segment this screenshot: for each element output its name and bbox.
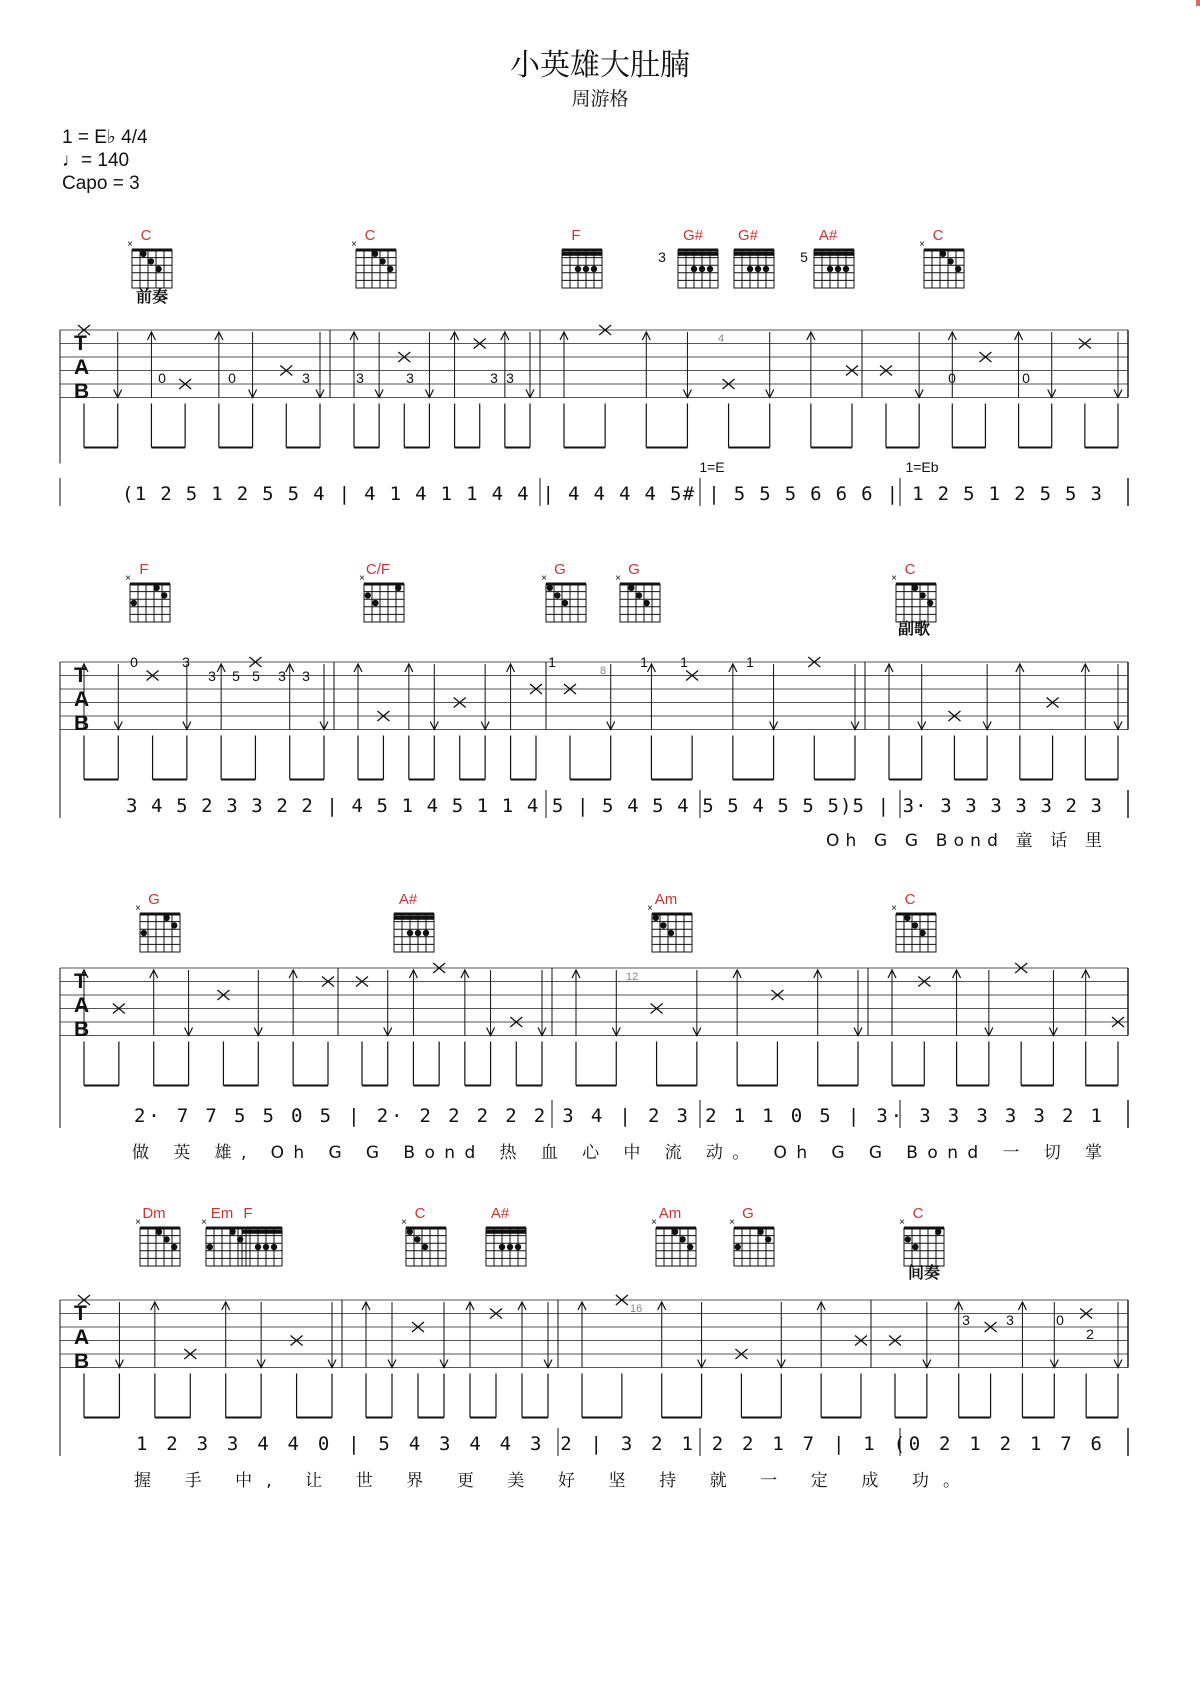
- chord-diagram: [242, 1228, 282, 1266]
- chord-name: C/F: [365, 561, 391, 578]
- chord-finger-dot: [423, 930, 429, 936]
- chord-barre: [486, 1230, 526, 1234]
- tab-note: 3: [182, 654, 190, 670]
- tab-note: 3: [1006, 1312, 1014, 1328]
- muted-string-mark: ×: [125, 573, 131, 584]
- chord-diagram: [891, 573, 936, 622]
- chord-finger-dot: [912, 1244, 918, 1250]
- capo: Capo = 3: [62, 173, 140, 194]
- chord-finger-dot: [263, 1244, 269, 1250]
- tab-staff: [60, 325, 1128, 464]
- chord-finger-dot: [687, 1244, 693, 1250]
- chord-name: F: [571, 227, 581, 244]
- muted-string-mark: ×: [135, 1217, 141, 1228]
- chord-diagram: [562, 250, 602, 288]
- measure-number: 4: [718, 333, 725, 345]
- chord-finger-dot: [153, 585, 159, 591]
- lyric-line: 握 手 中, 让 世 界 更 美 好 坚 持 就 一 定 成 功。: [134, 1471, 960, 1491]
- chord-finger-dot: [131, 600, 137, 606]
- tab-note: 5: [232, 668, 240, 684]
- system-3: [60, 891, 1128, 1163]
- tab-note: 3: [506, 370, 514, 386]
- muted-string-mark: ×: [729, 1217, 735, 1228]
- chord-diagram: [891, 903, 936, 952]
- tab-note: 5: [252, 668, 260, 684]
- chord-finger-dot: [940, 251, 946, 257]
- chord-finger-dot: [583, 266, 589, 272]
- chord-finger-dot: [843, 266, 849, 272]
- chord-finger-dot: [835, 266, 841, 272]
- chord-diagram: [919, 239, 964, 288]
- chord-finger-dot: [499, 1244, 505, 1250]
- tab-note: 3: [208, 668, 216, 684]
- muted-string-mark: ×: [359, 573, 365, 584]
- chord-grid-frame: [896, 914, 936, 952]
- chord-diagram: [814, 250, 854, 288]
- chord-name: A#: [818, 227, 838, 244]
- tab-note: 3: [278, 668, 286, 684]
- chord-name: G: [148, 891, 160, 908]
- chord-finger-dot: [171, 1244, 177, 1250]
- chord-name: C: [932, 227, 944, 244]
- chord-barre: [562, 252, 602, 256]
- chord-finger-dot: [636, 592, 642, 598]
- tab-clef-b: B: [74, 712, 90, 735]
- chord-name: C: [414, 1205, 426, 1222]
- chord-name: Am: [658, 1205, 682, 1222]
- system-4: [60, 1205, 1128, 1491]
- tab-note: 3: [490, 370, 498, 386]
- tab-clef-a: A: [74, 688, 90, 711]
- chord-finger-dot: [156, 1229, 162, 1235]
- tab-clef-a: A: [74, 1326, 90, 1349]
- muted-string-mark: ×: [647, 903, 653, 914]
- chord-name: C: [364, 227, 376, 244]
- chord-name: C: [904, 891, 916, 908]
- chord-diagram: [541, 573, 586, 622]
- chord-finger-dot: [763, 266, 769, 272]
- measure-number: 8: [600, 665, 607, 677]
- tab-note: 0: [1022, 370, 1030, 386]
- muted-string-mark: ×: [899, 1217, 905, 1228]
- chord-diagram: [201, 1217, 246, 1266]
- chord-name: G#: [682, 227, 704, 244]
- jianpu-line: (1 2 5 1 2 5 5 4 | 4 1 4 1 1 4 4 | 4 4 4 4 5# | 5 5 5 6 6 6 | 1 2 5 1 2 5 5 3: [122, 483, 1103, 505]
- chord-finger-dot: [668, 930, 674, 936]
- chord-finger-dot: [735, 1244, 741, 1250]
- lyric-line: 做 英 雄, Oh G G Bond 热 血 心 中 流 动。 Oh G G Bond 一 切 掌: [132, 1143, 1102, 1163]
- chord-diagram: [729, 1217, 774, 1266]
- chord-finger-dot: [171, 922, 177, 928]
- tab-note: 0: [1056, 1312, 1064, 1328]
- tab-staff: [60, 963, 1128, 1102]
- tab-note: 3: [356, 370, 364, 386]
- chord-barre: [242, 1230, 282, 1234]
- tab-note: 1: [548, 654, 556, 670]
- chord-finger-dot: [422, 1244, 428, 1250]
- chord-finger-dot: [653, 915, 659, 921]
- chord-finger-dot: [414, 1236, 420, 1242]
- chord-finger-dot: [562, 600, 568, 606]
- section-label-intro: 前奏: [136, 287, 169, 306]
- chord-name: A#: [490, 1205, 510, 1222]
- muted-string-mark: ×: [891, 903, 897, 914]
- chord-diagram: [734, 250, 774, 288]
- muted-string-mark: ×: [135, 903, 141, 914]
- tempo: ♩= 140: [62, 150, 130, 171]
- chord-diagram: [651, 1217, 696, 1266]
- tab-staff: [60, 657, 1128, 796]
- chord-name: Am: [654, 891, 678, 908]
- key-change: 1=E: [699, 459, 725, 475]
- fret-position: 3: [658, 249, 666, 265]
- chord-finger-dot: [207, 1244, 213, 1250]
- chord-diagram: [615, 573, 660, 622]
- chord-name: C: [904, 561, 916, 578]
- chord-name: C: [140, 227, 152, 244]
- song-title: 小英雄大肚腩: [510, 48, 690, 83]
- chord-finger-dot: [927, 600, 933, 606]
- chord-finger-dot: [547, 585, 553, 591]
- tab-note: 3: [406, 370, 414, 386]
- chord-finger-dot: [255, 1244, 261, 1250]
- chord-diagram: [125, 573, 170, 622]
- system-2: [60, 561, 1128, 851]
- chord-finger-dot: [163, 915, 169, 921]
- chord-finger-dot: [395, 585, 401, 591]
- section-label-chorus: 副歌: [898, 619, 931, 638]
- chord-finger-dot: [575, 266, 581, 272]
- chord-diagram: [647, 903, 692, 952]
- chord-finger-dot: [141, 930, 147, 936]
- chord-finger-dot: [365, 592, 371, 598]
- chord-diagram: [486, 1228, 526, 1266]
- chord-diagram: [678, 250, 718, 288]
- tab-note: 0: [228, 370, 236, 386]
- jianpu-line: 3 4 5 2 3 3 2 2 | 4 5 1 4 5 1 1 4 5 | 5 4 5 4 5 5 4 5 5 5)5 | 3· 3 3 3 3 3 2 3: [126, 795, 1102, 817]
- fret-position: 5: [800, 249, 808, 265]
- chord-finger-dot: [947, 258, 953, 264]
- measure-number: 12: [626, 971, 639, 983]
- chord-name: Em: [210, 1205, 234, 1222]
- tab-clef-a: A: [74, 356, 90, 379]
- tab-clef-t: T: [74, 970, 87, 993]
- chord-finger-dot: [591, 266, 597, 272]
- chord-finger-dot: [707, 266, 713, 272]
- chord-name: F: [139, 561, 149, 578]
- chord-name: Dm: [142, 1205, 166, 1222]
- chord-finger-dot: [554, 592, 560, 598]
- chord-finger-dot: [155, 266, 161, 272]
- chord-diagram: [401, 1217, 446, 1266]
- tab-note: 0: [130, 654, 138, 670]
- chord-finger-dot: [679, 1236, 685, 1242]
- chord-finger-dot: [747, 266, 753, 272]
- chord-finger-dot: [757, 1229, 763, 1235]
- chord-diagram: [135, 1217, 180, 1266]
- chord-finger-dot: [372, 600, 378, 606]
- jianpu-line: 1 2 3 3 4 4 0 | 5 4 3 4 4 3 2 | 3 2 1 2 2 1 7 | 1 (0 2 1 2 1 7 6: [136, 1433, 1102, 1455]
- tab-note: 3: [962, 1312, 970, 1328]
- tab-note: 1: [640, 654, 648, 670]
- chord-diagram: [899, 1217, 944, 1266]
- chord-finger-dot: [415, 930, 421, 936]
- tab-note: 0: [158, 370, 166, 386]
- section-label-interlude: 间奏: [908, 1263, 941, 1282]
- chord-barre: [814, 252, 854, 256]
- chord-finger-dot: [912, 585, 918, 591]
- chord-barre: [678, 252, 718, 256]
- chord-diagram: [359, 573, 404, 622]
- chord-grid-frame: [132, 250, 172, 288]
- chord-finger-dot: [827, 266, 833, 272]
- measure-number: 16: [630, 1303, 643, 1315]
- chord-diagram: [394, 914, 434, 952]
- tab-clef-b: B: [74, 380, 90, 403]
- chord-diagram: [135, 903, 180, 952]
- tab-clef-a: A: [74, 994, 90, 1017]
- muted-string-mark: ×: [351, 239, 357, 250]
- chord-finger-dot: [912, 922, 918, 928]
- chord-finger-dot: [660, 922, 666, 928]
- chord-finger-dot: [904, 915, 910, 921]
- chord-finger-dot: [919, 930, 925, 936]
- chord-finger-dot: [271, 1244, 277, 1250]
- key-signature: 1 = E♭ 4/4: [62, 127, 148, 148]
- tab-clef-b: B: [74, 1018, 90, 1041]
- chord-finger-dot: [905, 1236, 911, 1242]
- tab-note: 2: [1086, 1326, 1094, 1342]
- jianpu-line: 2· 7 7 5 5 0 5 | 2· 2 2 2 2 2 3 4 | 2 3 2 1 1 0 5 | 3· 3 3 3 3 3 2 1: [134, 1105, 1102, 1127]
- tab-note: 3: [302, 668, 310, 684]
- chord-finger-dot: [765, 1236, 771, 1242]
- muted-string-mark: ×: [127, 239, 133, 250]
- chord-finger-dot: [407, 1229, 413, 1235]
- chord-name: G: [628, 561, 640, 578]
- tab-clef-b: B: [74, 1350, 90, 1373]
- chord-finger-dot: [507, 1244, 513, 1250]
- chord-name: G: [742, 1205, 754, 1222]
- tab-note: 1: [746, 654, 754, 670]
- chord-finger-dot: [161, 592, 167, 598]
- chord-finger-dot: [229, 1229, 235, 1235]
- chord-finger-dot: [515, 1244, 521, 1250]
- tab-note: 0: [948, 370, 956, 386]
- muted-string-mark: ×: [919, 239, 925, 250]
- song-artist: 周游格: [571, 88, 629, 110]
- chord-grid-frame: [620, 584, 660, 622]
- chord-name: G: [554, 561, 566, 578]
- tab-clef-t: T: [74, 664, 87, 687]
- chord-finger-dot: [755, 266, 761, 272]
- muted-string-mark: ×: [891, 573, 897, 584]
- muted-string-mark: ×: [401, 1217, 407, 1228]
- chord-finger-dot: [691, 266, 697, 272]
- chord-name: C: [912, 1205, 924, 1222]
- chord-finger-dot: [643, 600, 649, 606]
- chord-finger-dot: [919, 592, 925, 598]
- chord-finger-dot: [372, 251, 378, 257]
- chord-diagram: [351, 239, 396, 288]
- muted-string-mark: ×: [651, 1217, 657, 1228]
- chord-finger-dot: [935, 1229, 941, 1235]
- chord-finger-dot: [140, 251, 146, 257]
- chord-barre: [734, 252, 774, 256]
- muted-string-mark: ×: [201, 1217, 207, 1228]
- chord-finger-dot: [387, 266, 393, 272]
- tab-note: 1: [680, 654, 688, 670]
- chord-finger-dot: [163, 1236, 169, 1242]
- chord-finger-dot: [148, 258, 154, 264]
- key-change: 1=Eb: [905, 459, 939, 475]
- chord-name: G#: [737, 227, 759, 244]
- lyric-line: Oh G G Bond 童 话 里: [826, 831, 1102, 851]
- chord-finger-dot: [699, 266, 705, 272]
- chord-name: A#: [398, 891, 418, 908]
- system-1: [60, 227, 1128, 505]
- chord-finger-dot: [672, 1229, 678, 1235]
- chord-name: F: [243, 1205, 253, 1222]
- tab-clef-t: T: [74, 1302, 87, 1325]
- muted-string-mark: ×: [615, 573, 621, 584]
- chord-finger-dot: [955, 266, 961, 272]
- chord-finger-dot: [379, 258, 385, 264]
- chord-finger-dot: [628, 585, 634, 591]
- chord-finger-dot: [407, 930, 413, 936]
- chord-diagram: [127, 239, 172, 288]
- muted-string-mark: ×: [541, 573, 547, 584]
- chord-barre: [394, 916, 434, 920]
- tab-clef-t: T: [74, 332, 87, 355]
- tab-note: 3: [302, 370, 310, 386]
